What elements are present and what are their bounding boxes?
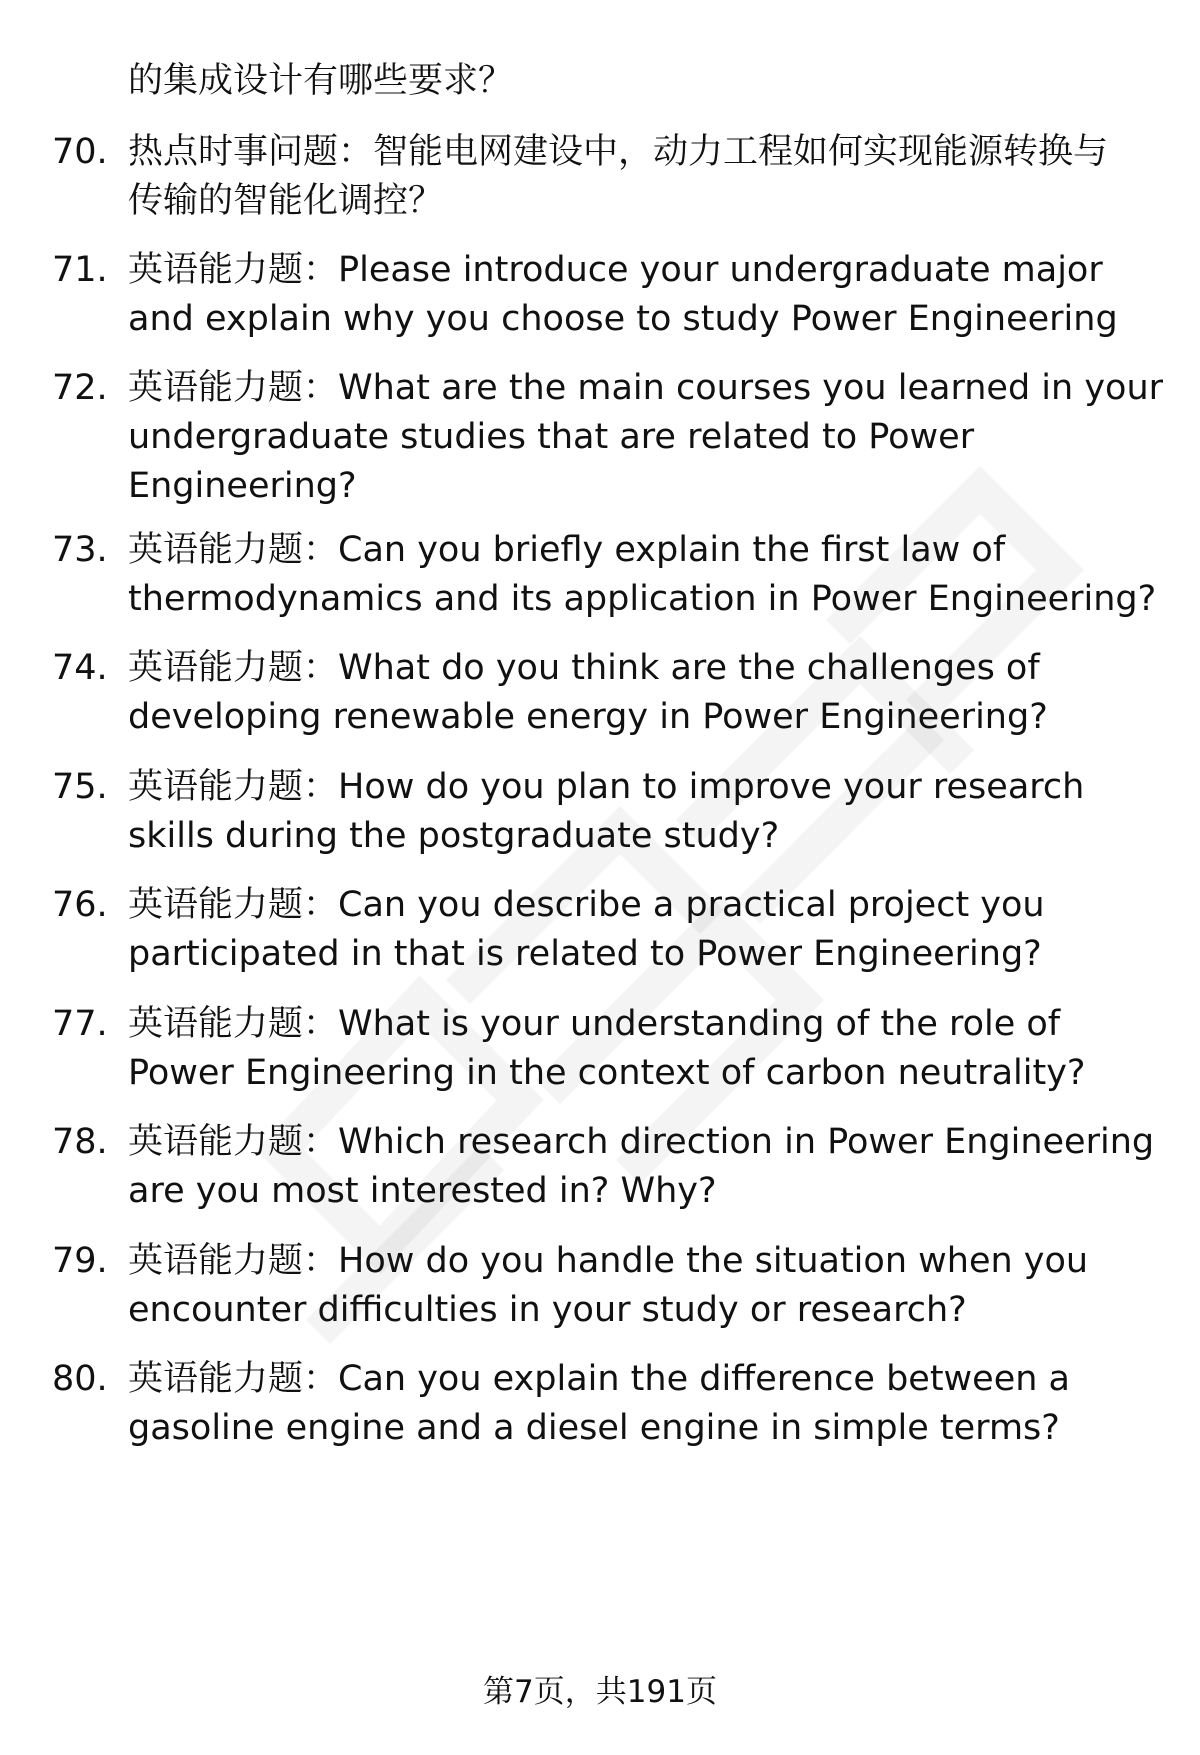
page-number-footer: 第7页，共191页 (483, 1674, 717, 1710)
question-text: 英语能力题：What do you think are the challenges of developing renewable energy in Power Engineering? (128, 648, 1048, 737)
question-number: 73. (52, 530, 108, 570)
question-text: 的集成设计有哪些要求？ (128, 61, 514, 101)
question-number: 71. (52, 250, 108, 290)
question-text: 英语能力题：How do you plan to improve your research skills during the postgraduate study? (128, 767, 1085, 856)
question-number: 78. (52, 1122, 108, 1162)
question-number: 80. (52, 1359, 108, 1399)
question-text: 英语能力题：Can you briefly explain the first law of thermodynamics and its application in Power Engineering? (128, 530, 1157, 619)
question-text: 英语能力题：What are the main courses you learned in your undergraduate studies that are related to Power Engineering? (128, 368, 1164, 506)
question-text: 英语能力题：Can you explain the difference between a gasoline engine and a diesel engine in simple terms? (128, 1359, 1070, 1448)
question-number: 79. (52, 1241, 108, 1281)
question-text: 英语能力题：How do you handle the situation when you encounter difficulties in your study or research? (128, 1241, 1089, 1330)
question-number: 72. (52, 368, 108, 408)
question-text: 英语能力题：What is your understanding of the role of Power Engineering in the context of carbon neutrality? (128, 1004, 1086, 1093)
question-text: 英语能力题：Please introduce your undergraduate major and explain why you choose to study Power Engineering (128, 250, 1118, 339)
question-number: 77. (52, 1004, 108, 1044)
question-text: 热点时事问题：智能电网建设中，动力工程如何实现能源转换与 传输的智能化调控？ (128, 132, 1109, 221)
question-number: 76. (52, 885, 108, 925)
question-text: 英语能力题：Can you describe a practical project you participated in that is related to Power Engineering? (128, 885, 1045, 974)
question-number: 70. (52, 132, 108, 172)
question-number: 75. (52, 767, 108, 807)
question-text: 英语能力题：Which research direction in Power Engineering are you most interested in? Why? (128, 1122, 1155, 1211)
question-number: 74. (52, 648, 108, 688)
